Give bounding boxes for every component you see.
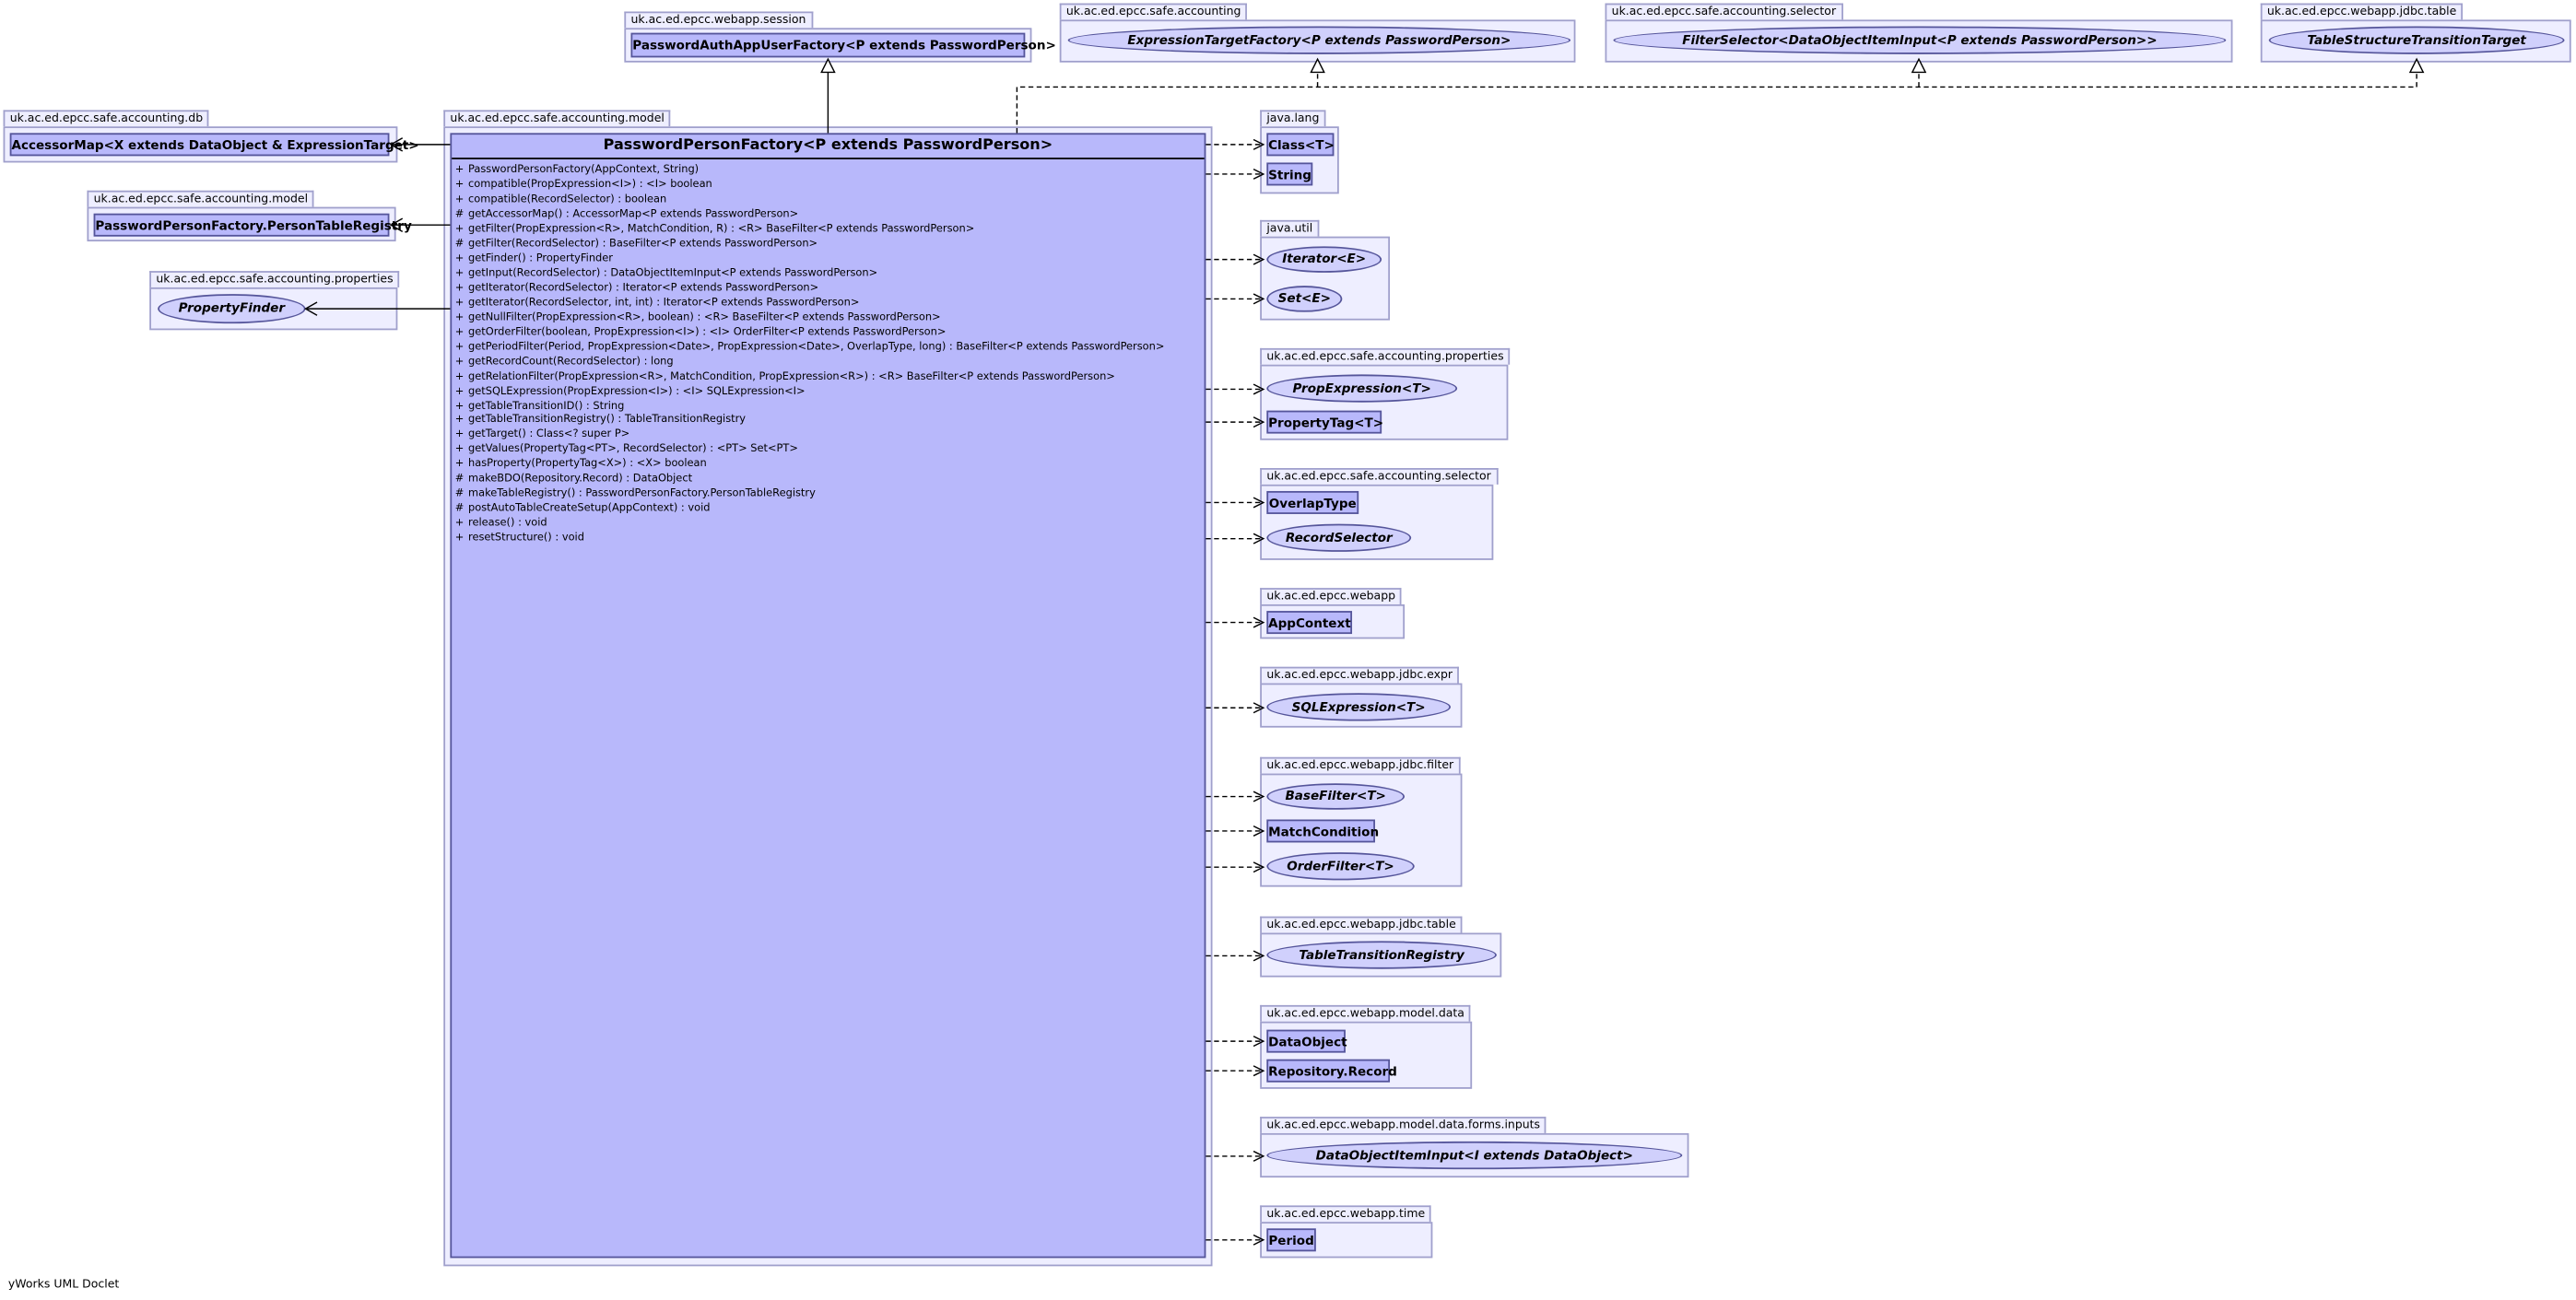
package-label: uk.ac.ed.epcc.webapp.jdbc.filter <box>1260 757 1460 774</box>
class-accessor-map[interactable]: AccessorMap<X extends DataObject & ExpressionTarget> <box>10 133 390 156</box>
dependency-edges <box>1206 140 1263 1246</box>
class-app-context[interactable]: AppContext <box>1266 611 1352 634</box>
visibility-marker: + <box>454 221 465 235</box>
package-label: uk.ac.ed.epcc.safe.accounting.model <box>87 191 314 207</box>
package-label: uk.ac.ed.epcc.safe.accounting.properties <box>149 271 400 287</box>
member-signature: compatible(RecordSelector) : boolean <box>468 192 667 205</box>
class-string[interactable]: String <box>1266 162 1312 185</box>
interface-filter-selector[interactable]: FilterSelector<DataObjectItemInput<P extends PasswordPerson>> <box>1613 27 2226 54</box>
class-password-auth-app-user-factory[interactable]: PasswordAuthAppUserFactory<P extends PasswordPerson> <box>630 33 1025 58</box>
hollow-arrowhead <box>1311 59 1323 72</box>
member-signature: postAutoTableCreateSetup(AppContext) : void <box>468 501 711 515</box>
member-signature: getValues(PropertyTag<PT>, RecordSelector) : <PT> Set<PT> <box>468 442 798 456</box>
member-signature: PasswordPersonFactory(AppContext, String) <box>468 162 700 176</box>
visibility-marker: + <box>454 413 465 427</box>
interface-property-finder[interactable]: PropertyFinder <box>158 294 305 323</box>
visibility-marker: + <box>454 251 465 264</box>
class-match-condition[interactable]: MatchCondition <box>1266 819 1375 842</box>
visibility-marker: + <box>454 280 465 294</box>
interface-expression-target-factory[interactable]: ExpressionTargetFactory<P extends PasswordPerson> <box>1068 27 1570 54</box>
member-signature: getPeriodFilter(Period, PropExpression<Date>, PropExpression<Date>, OverlapType, long) : BaseFilter<P extends PasswordPerson> <box>468 339 1165 353</box>
member-signature: makeTableRegistry() : PasswordPersonFactory.PersonTableRegistry <box>468 486 816 500</box>
class-repository-record[interactable]: Repository.Record <box>1266 1060 1390 1083</box>
visibility-marker: + <box>454 398 465 412</box>
visibility-marker: + <box>454 516 465 530</box>
visibility-marker: # <box>454 486 465 500</box>
package-label: uk.ac.ed.epcc.safe.accounting.selector <box>1260 468 1498 485</box>
member-signature: getFinder() : PropertyFinder <box>468 251 613 264</box>
package-label: uk.ac.ed.epcc.safe.accounting.selector <box>1606 4 1843 20</box>
member-signature: getFilter(RecordSelector) : BaseFilter<P extends PasswordPerson> <box>468 236 818 250</box>
member-signature: makeBDO(Repository.Record) : DataObject <box>468 472 693 486</box>
visibility-marker: + <box>454 354 465 368</box>
hollow-arrowhead <box>821 59 834 72</box>
visibility-marker: # <box>454 206 465 220</box>
package-label: java.lang <box>1260 110 1325 126</box>
member-signature: getAccessorMap() : AccessorMap<P extends PasswordPerson> <box>468 206 799 220</box>
interface-base-filter[interactable]: BaseFilter<T> <box>1266 783 1405 810</box>
visibility-marker: + <box>454 369 465 382</box>
class-person-table-registry[interactable]: PasswordPersonFactory.PersonTableRegistry <box>94 214 390 237</box>
member-signature: release() : void <box>468 516 547 530</box>
visibility-marker: + <box>454 531 465 545</box>
class-data-object[interactable]: DataObject <box>1266 1030 1346 1053</box>
package-label: uk.ac.ed.epcc.webapp.jdbc.table <box>1260 917 1463 933</box>
member-signature: getTarget() : Class<? super P> <box>468 427 630 441</box>
visibility-marker: + <box>454 427 465 441</box>
member-signature: getNullFilter(PropExpression<R>, boolean) : <R> BaseFilter<P extends PasswordPerson> <box>468 310 941 323</box>
package-label: uk.ac.ed.epcc.safe.accounting.properties <box>1260 348 1511 365</box>
class-class-t[interactable]: Class<T> <box>1266 133 1334 156</box>
class-title: PasswordPersonFactory<P extends PasswordPerson> <box>452 135 1204 159</box>
package-label: uk.ac.ed.epcc.webapp.model.data <box>1260 1005 1471 1022</box>
visibility-marker: + <box>454 192 465 205</box>
interface-sql-expression[interactable]: SQLExpression<T> <box>1266 693 1451 720</box>
visibility-marker: + <box>454 339 465 353</box>
visibility-marker: + <box>454 310 465 323</box>
visibility-marker: + <box>454 383 465 397</box>
member-signature: getIterator(RecordSelector) : Iterator<P extends PasswordPerson> <box>468 280 819 294</box>
member-signature: getInput(RecordSelector) : DataObjectItemInput<P extends PasswordPerson> <box>468 265 878 279</box>
member-signature: getOrderFilter(boolean, PropExpression<I>) : <I> OrderFilter<P extends PasswordPerson> <box>468 324 947 338</box>
package-label: uk.ac.ed.epcc.webapp <box>1260 588 1402 604</box>
member-signature: getRecordCount(RecordSelector) : long <box>468 354 674 368</box>
interface-data-object-item-input[interactable]: DataObjectItemInput<I extends DataObject> <box>1266 1142 1682 1169</box>
interface-prop-expression[interactable]: PropExpression<T> <box>1266 374 1457 402</box>
member-signature: hasProperty(PropertyTag<X>) : <X> boolean <box>468 457 707 471</box>
class-overlap-type[interactable]: OverlapType <box>1266 491 1359 514</box>
visibility-marker: # <box>454 472 465 486</box>
visibility-marker: + <box>454 324 465 338</box>
member-signature: getTableTransitionID() : String <box>468 398 625 412</box>
interface-table-transition-registry[interactable]: TableTransitionRegistry <box>1266 941 1497 968</box>
member-signature: compatible(PropExpression<I>) : <I> boolean <box>468 177 712 191</box>
visibility-marker: + <box>454 442 465 456</box>
interface-record-selector[interactable]: RecordSelector <box>1266 524 1411 552</box>
inheritance-edges <box>821 59 2423 133</box>
interface-table-structure-transition-target[interactable]: TableStructureTransitionTarget <box>2269 27 2565 54</box>
member-signature: getTableTransitionRegistry() : TableTransitionRegistry <box>468 413 747 427</box>
member-signature: getRelationFilter(PropExpression<R>, MatchCondition, PropExpression<R>) : <R> BaseFilter<P extends PasswordPerson> <box>468 369 1115 382</box>
class-period[interactable]: Period <box>1266 1228 1315 1251</box>
hollow-arrowhead <box>2410 59 2423 72</box>
visibility-marker: + <box>454 162 465 176</box>
package-label: uk.ac.ed.epcc.webapp.time <box>1260 1205 1431 1222</box>
member-signature: getFilter(PropExpression<R>, MatchCondition, R) : <R> BaseFilter<P extends PasswordPerson> <box>468 221 975 235</box>
package-label: uk.ac.ed.epcc.safe.accounting <box>1060 4 1248 20</box>
visibility-marker: + <box>454 295 465 309</box>
realization-edge <box>1017 72 2417 133</box>
package-label: java.util <box>1260 220 1319 237</box>
interface-set[interactable]: Set<E> <box>1266 286 1342 312</box>
member-signature: getIterator(RecordSelector, int, int) : Iterator<P extends PasswordPerson> <box>468 295 860 309</box>
package-label: uk.ac.ed.epcc.safe.accounting.db <box>4 110 210 126</box>
visibility-marker: + <box>454 177 465 191</box>
association-edges <box>306 138 451 316</box>
package-label: uk.ac.ed.epcc.safe.accounting.model <box>443 110 671 126</box>
hollow-arrowhead <box>1912 59 1925 72</box>
visibility-marker: # <box>454 236 465 250</box>
visibility-marker: # <box>454 501 465 515</box>
footer-credit: yWorks UML Doclet <box>7 1277 120 1292</box>
member-signature: getSQLExpression(PropExpression<I>) : <I> SQLExpression<I> <box>468 383 806 397</box>
package-label: uk.ac.ed.epcc.webapp.jdbc.expr <box>1260 667 1459 684</box>
package-label: uk.ac.ed.epcc.webapp.session <box>624 11 812 28</box>
member-signature: resetStructure() : void <box>468 531 584 545</box>
visibility-marker: + <box>454 457 465 471</box>
interface-iterator[interactable]: Iterator<E> <box>1266 246 1382 273</box>
package-label: uk.ac.ed.epcc.webapp.model.data.forms.inputs <box>1260 1117 1547 1133</box>
interface-order-filter[interactable]: OrderFilter<T> <box>1266 852 1414 880</box>
package-label: uk.ac.ed.epcc.webapp.jdbc.table <box>2261 4 2464 20</box>
visibility-marker: + <box>454 265 465 279</box>
class-property-tag[interactable]: PropertyTag<T> <box>1266 411 1382 434</box>
